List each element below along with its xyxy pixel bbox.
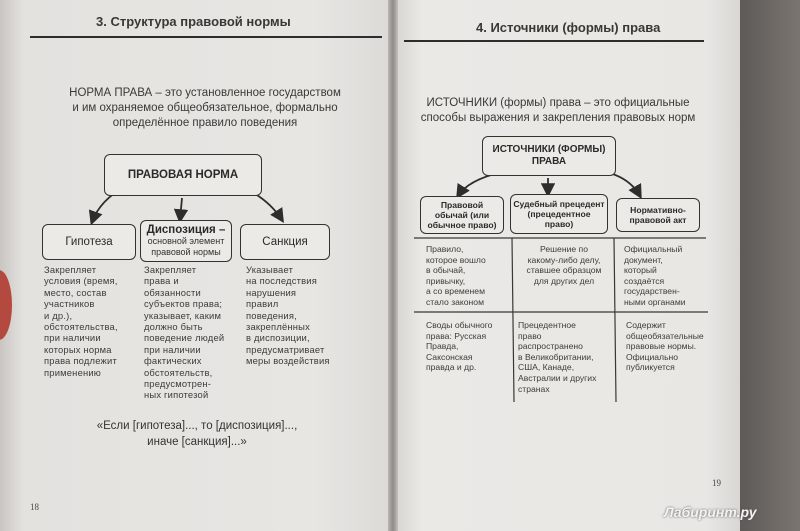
right-page-title: 4. Источники (формы) права — [476, 20, 661, 35]
precedent-box — [510, 194, 608, 234]
text-line: публикуется — [626, 362, 675, 373]
sources-root-line: ПРАВА — [531, 156, 567, 167]
text-line: Прецедентное — [518, 320, 576, 330]
text-line: права подлежит — [44, 355, 117, 367]
text-line: на последствия — [246, 275, 317, 287]
text-line: странах — [518, 383, 550, 394]
text-line: государствен- — [624, 286, 680, 297]
text-line: в диспозиции, — [246, 332, 310, 344]
text-line: Закрепляет — [144, 264, 197, 275]
text-line: создаётся — [624, 275, 665, 286]
text-line: общеобязательные — [626, 330, 704, 341]
sources-definition-line: способы выражения и закрепления правовых норм — [420, 112, 696, 124]
left-page-number: 18 — [30, 502, 39, 512]
text-line: правда и др. — [426, 362, 477, 373]
sources-root-box — [482, 136, 616, 176]
text-line: закреплённых — [246, 321, 310, 333]
text-line: меры воздействия — [246, 355, 330, 367]
table-cell — [516, 244, 612, 286]
text-line: права: Русская — [426, 330, 487, 341]
right-page-number: 19 — [712, 478, 721, 488]
text-line: применению — [44, 366, 102, 378]
text-line: предусматривает — [246, 343, 325, 355]
table-cell — [626, 320, 714, 373]
text-line: Указывает — [246, 264, 294, 275]
right-title-rule — [404, 40, 704, 42]
text-line: распространено — [518, 341, 583, 352]
text-line: и др.), — [44, 309, 73, 321]
text-line: а со временем — [426, 286, 485, 297]
text-line: субъектов права; — [144, 298, 223, 310]
custom-law-box — [420, 196, 504, 234]
sanction-box: Санкция — [240, 224, 330, 260]
text-line: который — [624, 265, 657, 276]
text-line: ными органами — [624, 296, 686, 307]
norm-definition-line: НОРМА ПРАВА – это установленное государством — [69, 87, 341, 99]
text-line: привычку, — [426, 275, 466, 286]
sources-root-line: ИСТОЧНИКИ (ФОРМЫ) — [492, 144, 606, 155]
box-line: обычай (или — [434, 210, 490, 220]
text-line: документ, — [624, 254, 663, 265]
box-line: правовой акт — [629, 215, 687, 225]
disposition-title: Диспозиция – — [146, 224, 226, 236]
legal-norm-box: ПРАВОВАЯ НОРМА — [104, 154, 262, 196]
hypothesis-box: Гипотеза — [42, 224, 136, 260]
text-line: при наличии — [144, 343, 201, 355]
table-cell — [518, 320, 614, 394]
box-line: Нормативно- — [630, 205, 686, 215]
norm-definition-line: определённое правило поведения — [112, 117, 298, 129]
text-line: обстоятельств, — [144, 366, 213, 378]
normative-act-box — [616, 198, 700, 232]
sources-definition-line: ИСТОЧНИКИ (формы) права – это официальные — [426, 97, 690, 109]
text-line: Содержит — [626, 320, 666, 330]
text-line: фактических — [144, 355, 202, 367]
formula-line: иначе [санкция]...» — [147, 436, 247, 448]
norm-formula — [62, 418, 332, 450]
box-line: обычное право) — [427, 220, 497, 230]
text-line: предусмотрен- — [144, 378, 212, 390]
sources-definition — [408, 96, 708, 126]
text-line: ных гипотезой — [144, 389, 209, 401]
table-cell — [426, 320, 510, 373]
text-line: право — [518, 330, 542, 341]
text-line: ставшее образцом — [526, 265, 602, 276]
text-line: в Великобритании, — [518, 351, 594, 362]
text-line: условия (время, — [44, 275, 118, 287]
text-line: должно быть — [144, 321, 203, 333]
text-line: при наличии — [44, 332, 101, 344]
text-line: Своды обычного — [426, 320, 493, 330]
box-line: Судебный прецедент — [513, 199, 605, 209]
hypothesis-text — [44, 264, 138, 378]
formula-line: «Если [гипотеза]..., то [диспозиция]..., — [96, 420, 298, 432]
text-line: стало законом — [426, 296, 484, 307]
text-line: которое вошло — [426, 254, 486, 265]
text-line: поведение людей — [144, 332, 225, 344]
table-cell — [624, 244, 710, 308]
text-line: обстоятельства, — [44, 321, 118, 333]
text-line: обязанности — [144, 286, 201, 298]
disposition-subtitle: основной элемент — [147, 236, 225, 246]
box-line: Правовой — [440, 200, 484, 210]
text-line: нарушения — [246, 286, 297, 298]
box-line: право) — [544, 219, 574, 229]
text-line: Официальный — [624, 244, 683, 254]
text-line: Решение по — [540, 244, 588, 254]
text-line: в обычай, — [426, 265, 466, 276]
text-line: правовые нормы. — [626, 341, 697, 352]
text-line: какому-либо делу, — [527, 254, 601, 265]
text-line: участников — [44, 298, 95, 310]
disposition-box — [140, 220, 232, 262]
text-line: которых норма — [44, 343, 112, 355]
text-line: для других дел — [533, 275, 595, 286]
text-line: Саксонская — [426, 351, 473, 362]
text-line: Австралии и других — [518, 372, 597, 383]
text-line: место, состав — [44, 286, 107, 298]
norm-definition-line: и им охраняемое общеобязательное, формально — [72, 102, 338, 114]
text-line: Закрепляет — [44, 264, 97, 275]
left-page-title: 3. Структура правовой нормы — [96, 14, 291, 29]
text-line: поведения, — [246, 309, 297, 321]
box-line: (прецедентное — [527, 209, 591, 219]
text-line: права и — [144, 275, 179, 287]
text-line: Официально — [626, 351, 679, 362]
text-line: Правда, — [426, 341, 459, 352]
sanction-text — [246, 264, 346, 367]
text-line: правил — [246, 298, 279, 310]
watermark: Лабиринт.ру — [664, 504, 757, 520]
text-line: США, Канаде, — [518, 362, 575, 373]
disposition-subtitle: правовой нормы — [151, 247, 221, 257]
text-line: Правило, — [426, 244, 464, 254]
text-line: указывает, каким — [144, 309, 222, 321]
table-cell — [426, 244, 510, 308]
disposition-text — [144, 264, 242, 401]
